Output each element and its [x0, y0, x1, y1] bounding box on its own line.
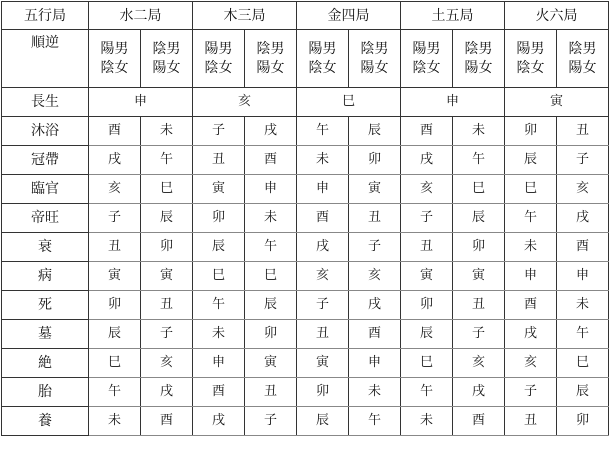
- forward-gender-cell: [297, 30, 349, 88]
- gender-label: 陰女: [516, 59, 545, 76]
- start-palace-cell: 寅: [505, 88, 609, 117]
- palace-cell: 丑: [349, 204, 401, 233]
- reverse-gender-cell: [453, 30, 505, 88]
- palace-cell: 子: [401, 204, 453, 233]
- palace-cell: 戌: [349, 291, 401, 320]
- bureau-header: 土五局: [401, 2, 505, 30]
- palace-cell: 午: [245, 233, 297, 262]
- gender-label: 陰女: [100, 59, 129, 76]
- palace-cell: 申: [297, 175, 349, 204]
- bureau-header: 火六局: [505, 2, 609, 30]
- palace-cell: 辰: [245, 291, 297, 320]
- bureau-header: 金四局: [297, 2, 401, 30]
- stage-label: 臨官: [2, 175, 89, 204]
- palace-cell: 午: [193, 291, 245, 320]
- palace-cell: 丑: [557, 117, 609, 146]
- palace-cell: 卯: [401, 291, 453, 320]
- palace-cell: 丑: [297, 320, 349, 349]
- palace-cell: 酉: [141, 407, 193, 436]
- palace-cell: 午: [141, 146, 193, 175]
- stage-label: 帝旺: [2, 204, 89, 233]
- stage-row: [2, 204, 609, 233]
- stage-rows: [2, 117, 609, 436]
- start-palace-cell: 申: [401, 88, 505, 117]
- palace-cell: 卯: [245, 320, 297, 349]
- palace-cell: 申: [505, 262, 557, 291]
- palace-cell: 酉: [245, 146, 297, 175]
- bureau-header-row: [2, 2, 609, 30]
- reverse-gender-cell: [349, 30, 401, 88]
- palace-cell: 午: [557, 320, 609, 349]
- gender-label: 陽男: [308, 40, 337, 57]
- palace-cell: 亥: [349, 262, 401, 291]
- palace-cell: 戌: [297, 233, 349, 262]
- stage-row: [2, 262, 609, 291]
- palace-cell: 辰: [141, 204, 193, 233]
- palace-cell: 卯: [89, 291, 141, 320]
- palace-cell: 子: [245, 407, 297, 436]
- stage-label: 沐浴: [2, 117, 89, 146]
- palace-cell: 巳: [401, 349, 453, 378]
- gender-label: 陰男: [360, 40, 389, 57]
- palace-cell: 卯: [349, 146, 401, 175]
- gender-label: 陽男: [100, 40, 129, 57]
- bureau-header: 水二局: [89, 2, 193, 30]
- gender-label: 陰男: [568, 40, 597, 57]
- palace-cell: 丑: [245, 378, 297, 407]
- palace-cell: 寅: [401, 262, 453, 291]
- palace-cell: 子: [89, 204, 141, 233]
- palace-cell: 寅: [297, 349, 349, 378]
- gender-label: 陽女: [256, 59, 285, 76]
- palace-cell: 辰: [89, 320, 141, 349]
- palace-cell: 辰: [505, 146, 557, 175]
- palace-cell: 未: [297, 146, 349, 175]
- stage-label: 冠帶: [2, 146, 89, 175]
- palace-cell: 酉: [297, 204, 349, 233]
- start-row: [2, 88, 609, 117]
- twelve-stages-table: [1, 1, 609, 436]
- gender-label: 陽男: [516, 40, 545, 57]
- palace-cell: 午: [349, 407, 401, 436]
- palace-cell: 寅: [349, 175, 401, 204]
- palace-cell: 辰: [453, 204, 505, 233]
- palace-cell: 未: [557, 291, 609, 320]
- stage-row: [2, 320, 609, 349]
- palace-cell: 巳: [193, 262, 245, 291]
- start-palace-cell: 巳: [297, 88, 401, 117]
- palace-cell: 未: [193, 320, 245, 349]
- palace-cell: 戌: [141, 378, 193, 407]
- palace-cell: 子: [193, 117, 245, 146]
- palace-cell: 子: [297, 291, 349, 320]
- reverse-gender-cell: [141, 30, 193, 88]
- palace-cell: 戌: [453, 378, 505, 407]
- palace-cell: 卯: [453, 233, 505, 262]
- palace-cell: 丑: [141, 291, 193, 320]
- gender-label: 陰男: [464, 40, 493, 57]
- palace-cell: 卯: [193, 204, 245, 233]
- palace-cell: 卯: [557, 407, 609, 436]
- palace-cell: 申: [557, 262, 609, 291]
- palace-cell: 酉: [193, 378, 245, 407]
- palace-cell: 亥: [89, 175, 141, 204]
- stage-label: 墓: [2, 320, 89, 349]
- palace-cell: 辰: [193, 233, 245, 262]
- palace-cell: 戌: [557, 204, 609, 233]
- palace-cell: 未: [349, 378, 401, 407]
- stage-row: [2, 175, 609, 204]
- start-row-label: 長生: [2, 88, 89, 117]
- palace-cell: 子: [505, 378, 557, 407]
- stage-label: 胎: [2, 378, 89, 407]
- palace-cell: 丑: [505, 407, 557, 436]
- palace-cell: 亥: [297, 262, 349, 291]
- palace-cell: 寅: [453, 262, 505, 291]
- stage-label: 死: [2, 291, 89, 320]
- palace-cell: 丑: [453, 291, 505, 320]
- palace-cell: 未: [141, 117, 193, 146]
- gender-label: 陰女: [204, 59, 233, 76]
- palace-cell: 辰: [349, 117, 401, 146]
- gender-label: 陰女: [308, 59, 337, 76]
- stage-row: [2, 291, 609, 320]
- stage-label: 絶: [2, 349, 89, 378]
- stage-row: [2, 349, 609, 378]
- palace-cell: 未: [505, 233, 557, 262]
- palace-cell: 子: [349, 233, 401, 262]
- forward-gender-cell: [401, 30, 453, 88]
- palace-cell: 未: [89, 407, 141, 436]
- start-palace-cell: 亥: [193, 88, 297, 117]
- palace-cell: 辰: [297, 407, 349, 436]
- palace-cell: 亥: [505, 349, 557, 378]
- palace-cell: 子: [453, 320, 505, 349]
- palace-cell: 酉: [89, 117, 141, 146]
- gender-label: 陽男: [204, 40, 233, 57]
- palace-cell: 卯: [141, 233, 193, 262]
- reverse-gender-cell: [557, 30, 609, 88]
- forward-gender-cell: [193, 30, 245, 88]
- stage-row: [2, 378, 609, 407]
- stage-row: [2, 407, 609, 436]
- palace-cell: 未: [401, 407, 453, 436]
- palace-cell: 午: [453, 146, 505, 175]
- stage-label: 病: [2, 262, 89, 291]
- gender-label: 陽女: [464, 59, 493, 76]
- palace-cell: 寅: [245, 349, 297, 378]
- palace-cell: 申: [245, 175, 297, 204]
- forward-gender-cell: [505, 30, 557, 88]
- palace-cell: 子: [141, 320, 193, 349]
- stage-label: 衰: [2, 233, 89, 262]
- palace-cell: 寅: [89, 262, 141, 291]
- palace-cell: 午: [89, 378, 141, 407]
- palace-cell: 卯: [297, 378, 349, 407]
- palace-cell: 卯: [505, 117, 557, 146]
- palace-cell: 子: [557, 146, 609, 175]
- palace-cell: 辰: [557, 378, 609, 407]
- palace-cell: 酉: [557, 233, 609, 262]
- palace-cell: 亥: [141, 349, 193, 378]
- palace-cell: 巳: [505, 175, 557, 204]
- palace-cell: 未: [245, 204, 297, 233]
- palace-cell: 巳: [453, 175, 505, 204]
- palace-cell: 亥: [453, 349, 505, 378]
- palace-cell: 辰: [401, 320, 453, 349]
- palace-cell: 戌: [505, 320, 557, 349]
- palace-cell: 丑: [193, 146, 245, 175]
- gender-label: 陰男: [256, 40, 285, 57]
- palace-cell: 戌: [193, 407, 245, 436]
- palace-cell: 酉: [349, 320, 401, 349]
- palace-cell: 酉: [401, 117, 453, 146]
- palace-cell: 戌: [401, 146, 453, 175]
- palace-cell: 午: [401, 378, 453, 407]
- stage-row: [2, 146, 609, 175]
- palace-cell: 亥: [401, 175, 453, 204]
- palace-cell: 酉: [453, 407, 505, 436]
- stage-label: 養: [2, 407, 89, 436]
- gender-label: 陽女: [360, 59, 389, 76]
- stage-row: [2, 117, 609, 146]
- bureau-header: 木三局: [193, 2, 297, 30]
- palace-cell: 巳: [557, 349, 609, 378]
- palace-cell: 酉: [505, 291, 557, 320]
- palace-cell: 巳: [245, 262, 297, 291]
- palace-cell: 午: [297, 117, 349, 146]
- stage-row: [2, 233, 609, 262]
- order-row-label: 順逆: [2, 30, 89, 88]
- bureau-header-label: 五行局: [2, 2, 89, 30]
- gender-label: 陽女: [152, 59, 181, 76]
- gender-label: 陰女: [412, 59, 441, 76]
- reverse-gender-cell: [245, 30, 297, 88]
- palace-cell: 丑: [89, 233, 141, 262]
- palace-cell: 亥: [557, 175, 609, 204]
- palace-cell: 未: [453, 117, 505, 146]
- order-row: [2, 30, 609, 88]
- palace-cell: 戌: [245, 117, 297, 146]
- palace-cell: 申: [193, 349, 245, 378]
- gender-label: 陰男: [152, 40, 181, 57]
- palace-cell: 巳: [89, 349, 141, 378]
- gender-label: 陽女: [568, 59, 597, 76]
- start-palace-cell: 申: [89, 88, 193, 117]
- gender-label: 陽男: [412, 40, 441, 57]
- palace-cell: 寅: [193, 175, 245, 204]
- forward-gender-cell: [89, 30, 141, 88]
- palace-cell: 申: [349, 349, 401, 378]
- palace-cell: 午: [505, 204, 557, 233]
- palace-cell: 戌: [89, 146, 141, 175]
- palace-cell: 寅: [141, 262, 193, 291]
- palace-cell: 巳: [141, 175, 193, 204]
- palace-cell: 丑: [401, 233, 453, 262]
